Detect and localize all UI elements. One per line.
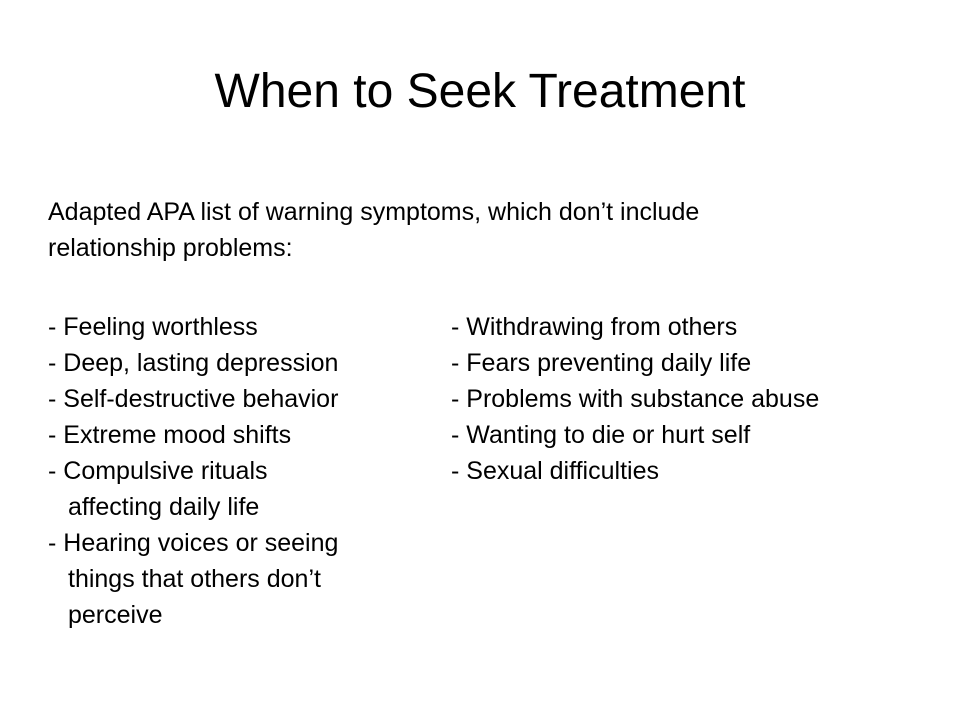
list-item-text: - Compulsive rituals <box>48 457 268 485</box>
list-item <box>451 345 931 381</box>
list-item-text: - Hearing voices or seeing <box>48 529 339 557</box>
list-item-continuation: perceive <box>68 601 163 629</box>
list-item <box>451 309 931 345</box>
intro-line-2: relationship problems: <box>48 234 293 262</box>
list-item-continuation: affecting daily life <box>68 493 260 521</box>
intro-line-1: Adapted APA list of warning symptoms, which don’t include <box>48 198 700 226</box>
list-item <box>48 417 438 453</box>
list-item-text: - Feeling worthless <box>48 313 258 341</box>
list-item-text: - Problems with substance abuse <box>451 385 820 413</box>
list-item-text: - Deep, lasting depression <box>48 349 339 377</box>
list-item <box>451 453 931 489</box>
list-item <box>48 381 438 417</box>
symptom-list-right <box>451 309 931 489</box>
list-item <box>451 381 931 417</box>
symptom-list-left <box>48 309 438 633</box>
list-item <box>48 345 438 381</box>
list-item <box>48 309 438 345</box>
list-item-text: - Fears preventing daily life <box>451 349 752 377</box>
list-item-continuation: things that others don’t <box>68 565 321 593</box>
intro-text <box>48 194 908 266</box>
list-item <box>48 453 438 525</box>
list-item-text: - Wanting to die or hurt self <box>451 421 751 449</box>
list-item <box>48 525 438 633</box>
slide-title: When to Seek Treatment <box>214 65 746 118</box>
list-item <box>451 417 931 453</box>
list-item-text: - Self-destructive behavior <box>48 385 339 413</box>
list-item-text: - Sexual difficulties <box>451 457 659 485</box>
list-item-text: - Extreme mood shifts <box>48 421 292 449</box>
list-item-text: - Withdrawing from others <box>451 313 738 341</box>
